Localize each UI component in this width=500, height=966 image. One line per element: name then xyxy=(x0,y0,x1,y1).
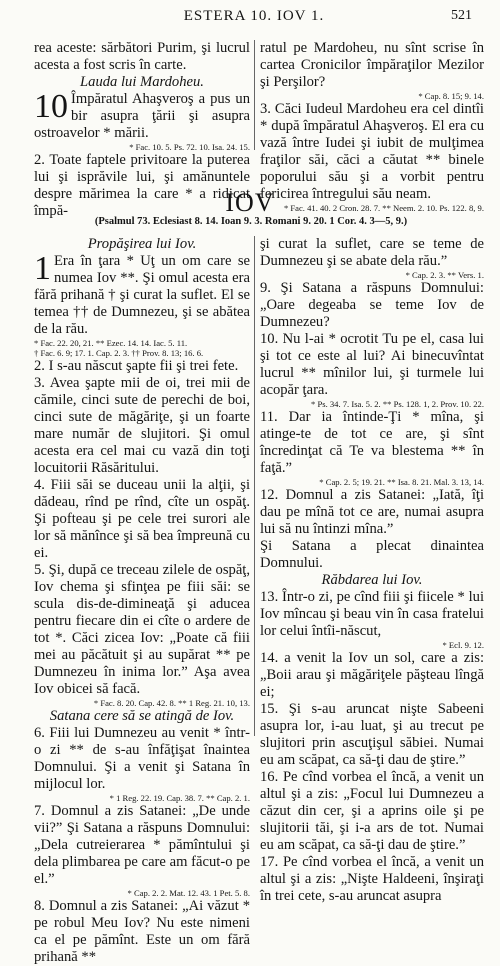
verse: 9. Şi Satana a răspuns Domnului: „Oare degeaba se teme Iov de Dumnezeu? xyxy=(260,280,484,330)
cross-reference: * Cap. 8. 15; 9. 14. xyxy=(418,91,484,101)
verse-continuation: ratul pe Mardoheu, nu sînt scrise în cartea Cronicilor împăraţilor Mezilor şi Perşilor? xyxy=(260,40,484,90)
verse: 5. Şi, după ce treceau zilele de ospăţ, Iov chema şi sfinţea pe fiii săi: se scula dis-de-dimineaţă şi aducea pentru fiecare din ei cîte o ardere de tot *. Căci zicea Iov: „Poate că fiii mei au păcătuit şi au supărat ** pe Dumnezeu în inima lor.” Aşa avea Iov obicei să facă. xyxy=(34,562,250,697)
verse: 4. Fiii săi se duceau unii la alţii, şi dădeau, rînd pe rînd, cîte un ospăţ. Şi pofteau şi pe cele trei surori ale lor să mănînce şi să bea împreună cu ei. xyxy=(34,477,250,561)
verse: 2. Toate faptele privitoare la puterea lui şi isprăvile lui, şi amănuntele despre mărimea la care * a ridicat împă- xyxy=(34,152,250,219)
cross-reference: * Fac. 8. 20. Cap. 42. 8. ** 1 Reg. 21. 10, 13. xyxy=(93,698,250,708)
cross-reference: * Ecl. 9. 12. xyxy=(442,640,484,650)
verse: 3. Căci Iudeul Mardoheu era cel dintîi * după împăratul Ahaşveroş. El era cu vază între Iudei şi iubit de mulţimea fraţilor săi, căci a căutat ** binele poporului său şi a vorbit pentru fericirea întregului său neam. xyxy=(260,101,484,202)
section-heading: Lauda lui Mardoheu. xyxy=(80,74,204,90)
verse: 13. Într-o zi, pe cînd fiii şi fiicele * lui Iov mîncau şi beau vin în casa fratelui lor celui întîi-născut, xyxy=(260,589,484,639)
verse: 7. Domnul a zis Satanei: „De unde vii?” Şi Satana a răspuns Domnului: „Dela cutreierarea * pămîntului şi dela plimbarea pe care am făcut-o pe el.” xyxy=(34,803,250,887)
verse xyxy=(34,250,250,338)
book-title: IOV xyxy=(225,188,275,217)
verse: 8. Domnul a zis Satanei: „Ai văzut * pe robul Meu Iov? Nu este nimeni ca el pe pămînt. Este un om fără prihană ** xyxy=(34,898,250,965)
column-divider-top xyxy=(254,40,255,150)
verse: 3. Avea şapte mii de oi, trei mii de cămile, cinci sute de perechi de boi, cinci sute de măgăriţe, şi un foarte mare număr de slujitori. Şi omul acesta era cel mai cu vază din toţi locuitorii Răsăritului. xyxy=(34,375,250,476)
verse xyxy=(34,88,250,142)
verse-text: Împăratul Ahaşveroş a pus un bir asupra ţării şi asupra ostroavelor * mării. xyxy=(34,91,250,141)
left-column xyxy=(34,236,250,966)
verse-continuation: şi curat la suflet, care se teme de Dumnezeu şi se abate dela rău.” xyxy=(260,236,484,269)
verse: 6. Fiii lui Dumnezeu au venit * într-o zi ** de s-au înfăţişat înaintea Domnului. Şi a venit şi Satana în mijlocul lor. xyxy=(34,725,250,792)
verse: Şi Satana a plecat dinaintea Domnului. xyxy=(260,538,484,571)
cross-reference: * Ps. 34. 7. Isa. 5. 2. ** Ps. 128. 1, 2. Prov. 10. 22. xyxy=(311,399,484,409)
chapter-number: 1 xyxy=(34,250,51,287)
cross-reference: * 1 Reg. 22. 19. Cap. 38. 7. ** Cap. 2. 1. xyxy=(109,793,250,803)
verse: 15. Şi s-au aruncat nişte Sabeeni asupra lor, i-au luat, şi au trecut pe slujitori prin ascuţişul săbiei. Numai eu am scăpat, ca să-ţi dau de ştire.” xyxy=(260,701,484,768)
verse: 12. Domnul a zis Satanei: „Iată, îţi dau pe mînă tot ce are, numai asupra lui să nu întinzi mîna.” xyxy=(260,487,484,537)
section-heading: Răbdarea lui Iov. xyxy=(321,572,423,588)
cross-reference: * Cap. 2. 2. Mat. 12. 43. 1 Pet. 5. 8. xyxy=(127,888,250,898)
cross-reference: † Fac. 6. 9; 17. 1. Cap. 2. 3. †† Prov. 8. 13; 16. 6. xyxy=(34,348,204,358)
verse: 16. Pe cînd vorbea el încă, a venit un altul şi a zis: „Focul lui Dumnezeu a căzut din cer, şi a aprins oile şi pe slujitorii tăi, şi i-a ars de tot. Numai eu am scăpat, ca să-ţi dau de ştire.” xyxy=(260,769,484,853)
verse: 14. a venit la Iov un sol, care a zis: „Boii arau şi măgăriţele păşteau lîngă ei; xyxy=(260,650,484,700)
chapter-number: 10 xyxy=(34,88,68,125)
cross-reference: * Cap. 2. 3. ** Vers. 1. xyxy=(405,270,484,280)
section-heading: Propăşirea lui Iov. xyxy=(87,236,197,252)
verse: 10. Nu l-ai * ocrotit Tu pe el, casa lui şi tot ce este al lui? Ai binecuvîntat lucrul ** mînilor lui, şi turmele lui acopăr ţara. xyxy=(260,331,484,398)
running-title: ESTERA 10. IOV 1. xyxy=(183,8,325,24)
section-heading: Satana cere să se atingă de Iov. xyxy=(49,708,235,724)
running-header xyxy=(36,6,472,28)
cross-reference: * Cap. 2. 5; 19. 21. ** Isa. 8. 21. Mal. 3. 13, 14. xyxy=(319,477,484,487)
cross-reference: * Fac. 22. 20, 21. ** Ezec. 14. 14. Iac. 5. 11. xyxy=(34,338,188,348)
cross-reference: * Fac. 41. 40. 2 Cron. 28. 7. ** Neem. 2. 10. Ps. 122. 8, 9. xyxy=(283,203,484,213)
verse: 17. Pe cînd vorbea el încă, a venit un altul şi a zis: „Nişte Haldeeni, înşiraţi în trei cete, s-au aruncat asupra xyxy=(260,854,484,904)
right-column xyxy=(260,236,484,905)
verse: 11. Dar ia întinde-Ţi * mîna, şi atinge-te de tot ce are, şi sînt încredinţat că Te va blestema ** în faţă.” xyxy=(260,409,484,476)
verse-continuation: rea aceste: sărbători Purim, şi lucrul acesta a fost scris în carte. xyxy=(34,40,250,73)
page-number: 521 xyxy=(451,8,472,23)
verse: 2. I s-au născut şapte fii şi trei fete. xyxy=(34,358,239,374)
book-references: (Psalmul 73. Eclesiast 8. 14. Ioan 9. 3. Romani 9. 20. 1 Cor. 4. 3—5, 9.) xyxy=(94,216,408,227)
verse-text: Era în ţara * Uţ un om care se numea Iov **. Şi omul acesta era fără prihană † şi curat la suflet. El se temea †† de Dumnezeu, şi se abătea de la rău. xyxy=(34,253,250,337)
cross-reference: * Fac. 10. 5. Ps. 72. 10. Isa. 24. 15. xyxy=(129,142,250,152)
column-divider xyxy=(254,236,255,736)
